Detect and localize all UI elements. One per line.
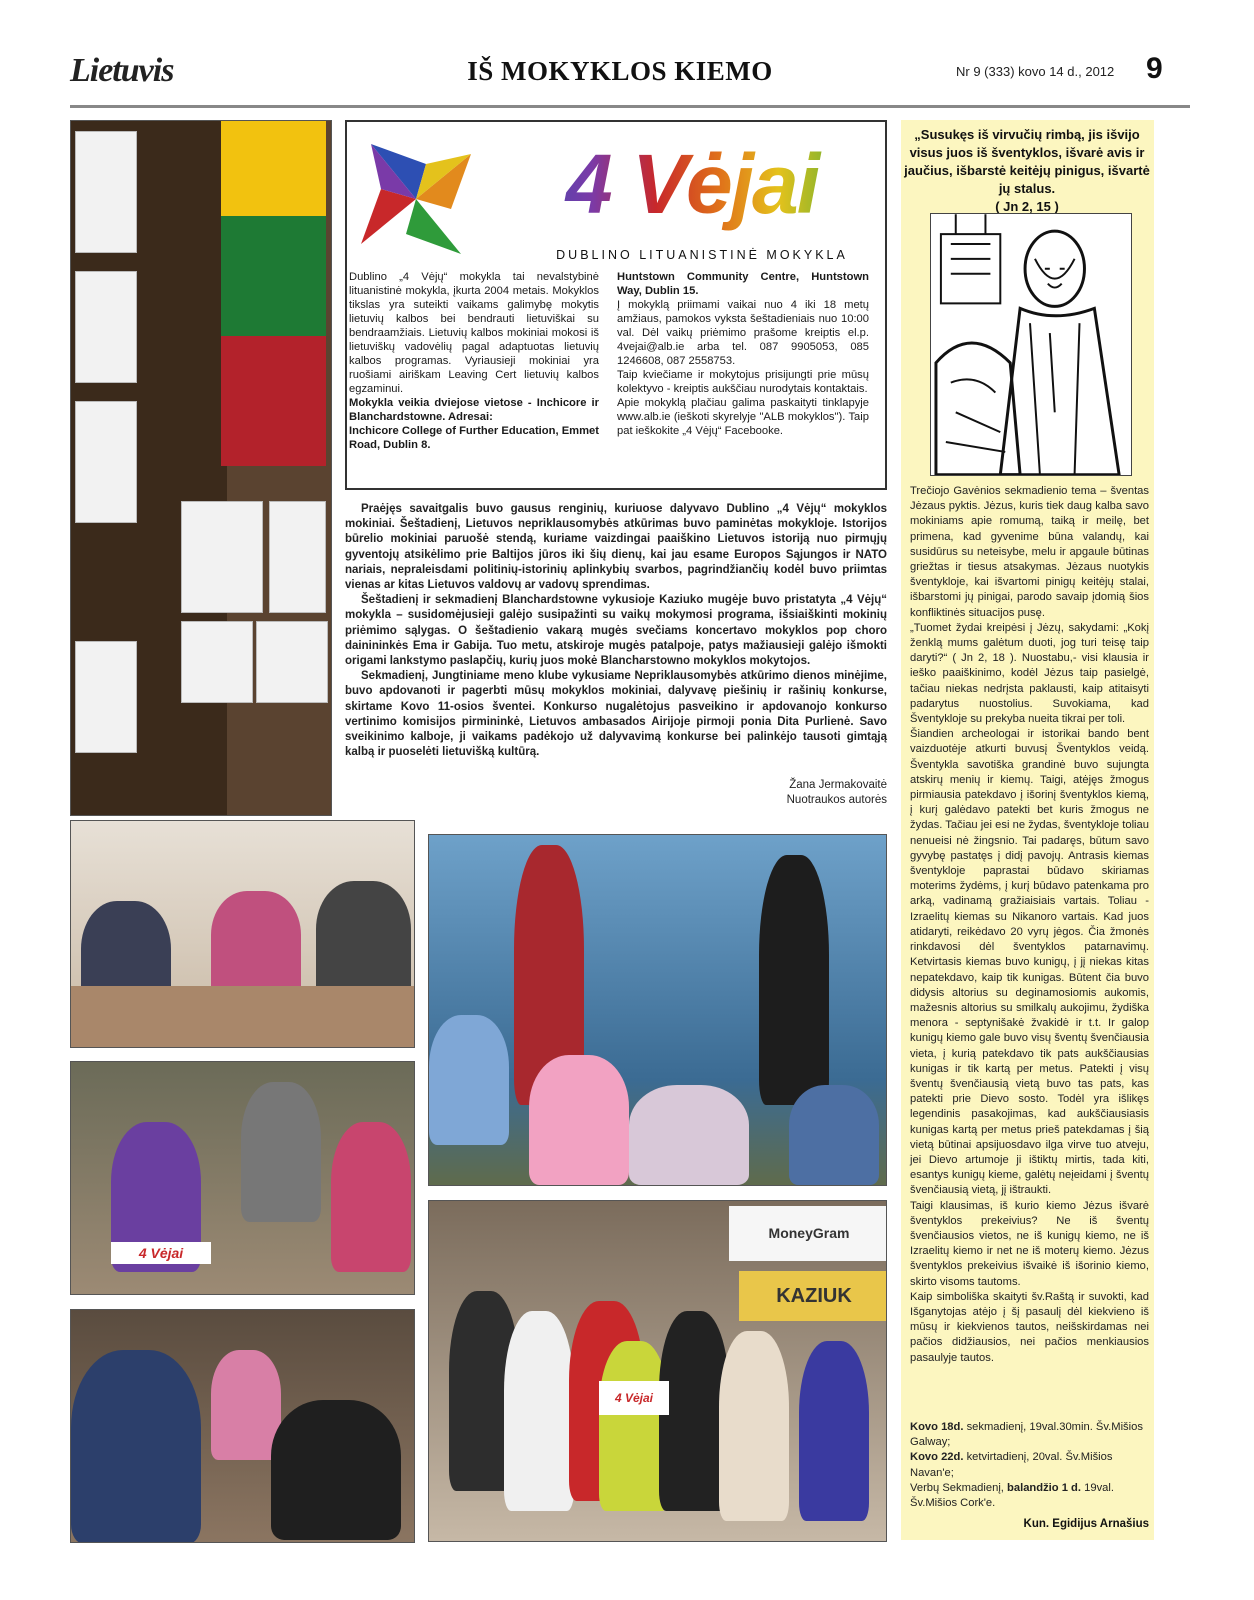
quote-reference: ( Jn 2, 15 ) [995, 199, 1059, 214]
article-byline [700, 778, 887, 808]
photo-logo-sign: 4 Vėjai [111, 1242, 211, 1264]
school-address-inchicore: Inchicore College of Further Education, Emmet Road, Dublin 8. [349, 425, 599, 451]
school-info-left-column [349, 270, 599, 452]
school-name-logo: 4 Vėjai [512, 124, 872, 244]
school-address-huntstown: Huntstown Community Centre, Huntstown Way, Dublin 15. [617, 271, 869, 297]
schedule-text: 19val. Šv.Mišios Cork'e. [910, 1481, 1114, 1510]
quote-text: „Susukęs iš virvučių rimbą, jis išvijo visus juos iš šventyklos, išvarė avis ir jaučius, išbarstė keitėjų pinigus, išvartė jų stalus. [904, 127, 1150, 196]
photo-logo-sign: 4 Vėjai [599, 1381, 669, 1415]
photo-credit: Nuotraukos autorės [786, 794, 887, 806]
schedule-date: balandžio 1 d. [1007, 1481, 1082, 1494]
schedule-prefix: Verbų Sekmadienį, [910, 1481, 1008, 1494]
mass-schedule [910, 1420, 1149, 1511]
school-teachers-invite: Taip kviečiame ir mokytojus prisijungti prie mūsų kolektyvo - kreiptis aukščiau nurodytais kontaktais. [617, 369, 869, 395]
sermon-paragraph: Kaip simboliška skaityti šv.Raštą ir suvokti, kad Išganytojas atėjo į šį pasaulį dėl kiekvieno iš mūsų ir kiekvienos tautos, neišskirdamas nei pačios didžiausios, nei pačios menkiausios pasaulyje tautos. [910, 1290, 1149, 1364]
schedule-date: Kovo 22d. [910, 1451, 964, 1464]
photo-classroom-students [70, 820, 415, 1048]
school-subtitle: DUBLINO LITUANISTINĖ MOKYKLA [556, 248, 848, 262]
school-admission-info: Į mokyklą priimami vaikai nuo 4 iki 18 metų amžiaus, pamokos vyksta šeštadieniais nuo 10:00 val. Dėl vaikų priėmimo prašome kreiptis el.p. 4vejai@alb.ie arba tel. 087 9905053, 085 1246608, 087 2558753. [617, 299, 869, 367]
photo-stage-concert [428, 834, 887, 1186]
schedule-item [910, 1450, 1149, 1480]
jesus-illustration-icon [930, 213, 1132, 476]
photo-children-origami [70, 1309, 415, 1543]
pinwheel-logo-icon [351, 134, 481, 264]
sermon-signature: Kun. Egidijus Arnašius [1023, 1518, 1149, 1530]
bible-quote [904, 126, 1150, 216]
newspaper-logo [70, 52, 200, 100]
article-author: Žana Jermakovaitė [789, 779, 887, 791]
section-title: IŠ MOKYKLOS KIEMO [467, 56, 773, 86]
photo-history-exhibit [70, 120, 332, 816]
schedule-item [910, 1420, 1149, 1450]
sermon-paragraph: Taigi klausimas, iš kurio kiemo Jėzus išvarė šventyklos prekeivius? Ne iš šventų švenčiausios vietos, ne iš kunigų kiemo, ne iš Izraelitų kiemo ir net ne iš moterų kiemo. Jėzus šventyklos prekeivius išvaikė iš išorinio kiemo, skirto visoms tautoms. [910, 1199, 1149, 1288]
schedule-text: sekmadienį, 19val.30min. Šv.Mišios Galway; [910, 1421, 1143, 1449]
sermon-paragraph: „Tuomet žydai kreipėsi į Jėzų, sakydami: „Kokį ženklą mums galėtum duoti, jog turi teisę taip daryti?“ ( Jn 2, 18 ). Nuostabu,- visi klausia ir ieško paaiškinimo, kodėl Jėzus taip pasielgė, tačiau niekas nedrįsta paklausti, kaip atitaisyti padarytus nuostolius. Suvokiama, kad Šventykloje su prekyba nueita tikrai per toli. [910, 621, 1149, 726]
school-info-right-column [617, 270, 869, 438]
sermon-paragraph: Šiandien archeologai ir istorikai bando bent vaizduotėje atkurti buvusį Šventyklos veidą. Šventykla savotiška grandinė buvo sujungta atskirų menių ir kiemų. Taigi, atėjęs žmogus pirmiausia patekdavo į išorinį šventyklos kiemą, į kurį galėdavo patekti bet kuris žmogus ne žydas. Tačiau jei esi ne žydas, šventykloje toliau nenueisi nė žingsnio. Tai padaręs, būtum savo gyvybę pastatęs į didį pavojų. Antrasis kiemas šventykloje paprastai būdavo skiriamas moterims žydėms, į kurį būdavo patenkama pro arką, vadinamą gražiaisiais vartais. Toliau - Izraelitų kiemas su Nikanoro vartais. Kad juos atidaryti, reikėdavo 20 vyrų jėgos. Čia žmonės rinkdavosi dėl šventyklos patarnavimų. Ketvirtasis kiemas buvo kunigų, į jį niekas kitas nepatekdavo, kaip tik kunigas. Būtent čia buvo didysis altorius su deginamosiomis aukomis, mažesnis altorius su smilkalų aukojimu, žydiška menora - septynišakė žvakidė ir t.t. Ir galop kunigų kiemo gale buvo visų šventų švenčiausia vieta, į kurią patekdavo tik pats aukščiausias kunigas ir tik kartą per metus. Patekti į visų šventų švenčiausią vietą buvo tas pats, kas patekti prie Dievo sosto. Todėl yra išlikęs legendinis pasakojimas, kad aukščiausiasis kunigas kartą per metus prieš patekdamas į šią vietą būtinai apsijuosdavo ilga virve tuo atveju, jei Dievo artumoje ji ištiktų mirtis, tada kiti, esantys kunigų kieme, galėtų neįeidami į šventų švenčiausią vietą, jį ištraukti. [910, 728, 1149, 1197]
header-rule [70, 105, 1190, 108]
schedule-date: Kovo 18d. [910, 1421, 964, 1433]
photo-origami-workshop [70, 1061, 415, 1295]
article-paragraph: Praėjęs savaitgalis buvo gausus renginių, kuriuose dalyvavo Dublino „4 Vėjų“ mokyklos mokiniai. Šeštadienį, Lietuvos nepriklausomybės atkūrimas buvo paminėtas mokykloje. Istorijos būrelio mokiniai paruošė stendą, kuriame vaizdingai paaiškino Lietuvos istoriją nuo pirmųjų gyventojų atsikėlimo prie Baltijos jūros iki šių dienų, kai jau esame Europos Sąjungos ir NATO nariais, nepraleisdami politinių-istorinių aplinkybių svarbos, pagrindžiančių kodėl buvo priimtas vienas ar kitas Lietuvos valdovų ar vadovų sprendimas. [345, 503, 887, 592]
sermon-text [910, 484, 1149, 1366]
photo-moneygram-banner: MoneyGram [729, 1206, 887, 1261]
schedule-item [910, 1481, 1149, 1511]
photo-kaziukas-fair-group [428, 1200, 887, 1542]
issue-info: Nr 9 (333) kovo 14 d., 2012 [956, 64, 1115, 79]
page-number: 9 [1146, 52, 1163, 85]
article-paragraph: Sekmadienį, Jungtiniame meno klube vykusiame Nepriklausomybės atkūrimo dienos minėjime, buvo apdovanoti ir pagerbti mūsų mokyklos mokiniai, dalyvavę piešinių ir rašinių konkurse, skirtame Kovo 11-osios šventei. Konkurso nugalėtojus pasveikino ir apdovanojo konkurso vertinimo komisijos pirmininkė, Lietuvos ambasados Airijoje pirmoji ponia Dita Purlienė. Savo sveikinimo kalboje, ji vaikams padėkojo už dalyvavimą konkurse bei palinkėjo tausoti gimtąją kalbą ir puoselėti lietuvišką kultūrą. [345, 670, 887, 759]
school-info-paragraph: Dublino „4 Vėjų“ mokykla tai nevalstybinė lituanistinė mokykla, įkurta 2004 metais. Mokyklos tikslas yra suteikti vaikams galimybę mokytis lietuvių kalbos bei bendrauti lietuviškai su bendraamžiais. Lietuvių kalbos mokiniai mokosi iš lietuviškų vadovėlių pagal adaptuotas lietuvių kalbos programas. Vyriausieji mokiniai yra ruošiami airiškam Leaving Cert lietuvių kalbos egzaminui. [349, 271, 599, 395]
main-article [345, 502, 887, 760]
logo-text: Lietuvis [70, 52, 174, 89]
school-info-box [345, 120, 887, 490]
photo-kaziuk-banner: KAZIUK [739, 1271, 887, 1321]
article-paragraph: Šeštadienį ir sekmadienį Blanchardstowne vykusioje Kaziuko mugėje buvo pristatyta „4 Vėjų“ mokykla – susidomėjusieji galėjo susipažinti su vaikų mokymosi programa, išsiaiškinti mokinių priėmimo sąlygas. O šeštadienio vakarą mugės svečiams koncertavo mokyklos pop choro dainininkės Ema ir Gabija. Tuo metu, atskiroje mugės patalpoje, patys mažiausieji galėjo išmokti origami lankstymo paslapčių, kurių juos mokė Blancharstowno mokyklos mokytojos. [345, 594, 887, 668]
sermon-paragraph: Trečiojo Gavėnios sekmadienio tema – šventas Jėzaus pyktis. Jėzus, kuris tiek daug kalba savo mokiniams apie romumą, taiką ir meilę, bet primena, kad gyvenime būna valandų, kai susidūrus su neteisybe, melu ir apgaule būtinas griežtas ir tiesus atsakymas. Jėzaus nuotykis šventykloje, kai išvartomi pinigų keitėjų stalai, išbarstomi jų pinigai, parodo savaip įdomią šios konfliktinės situacijos pusę. [910, 485, 1149, 619]
school-locations: Mokykla veikia dviejose vietose - Inchicore ir Blanchardstowne. Adresai: [349, 397, 599, 423]
schedule-text: ketvirtadienį, 20val. Šv.Mišios Navan'e; [910, 1451, 1113, 1479]
school-website-info: Apie mokyklą plačiau galima paskaityti tinklapyje www.alb.ie (ieškoti skyrelyje "ALB mokyklos"). Taip pat ieškokite „4 Vėjų“ Facebooke. [617, 397, 869, 437]
